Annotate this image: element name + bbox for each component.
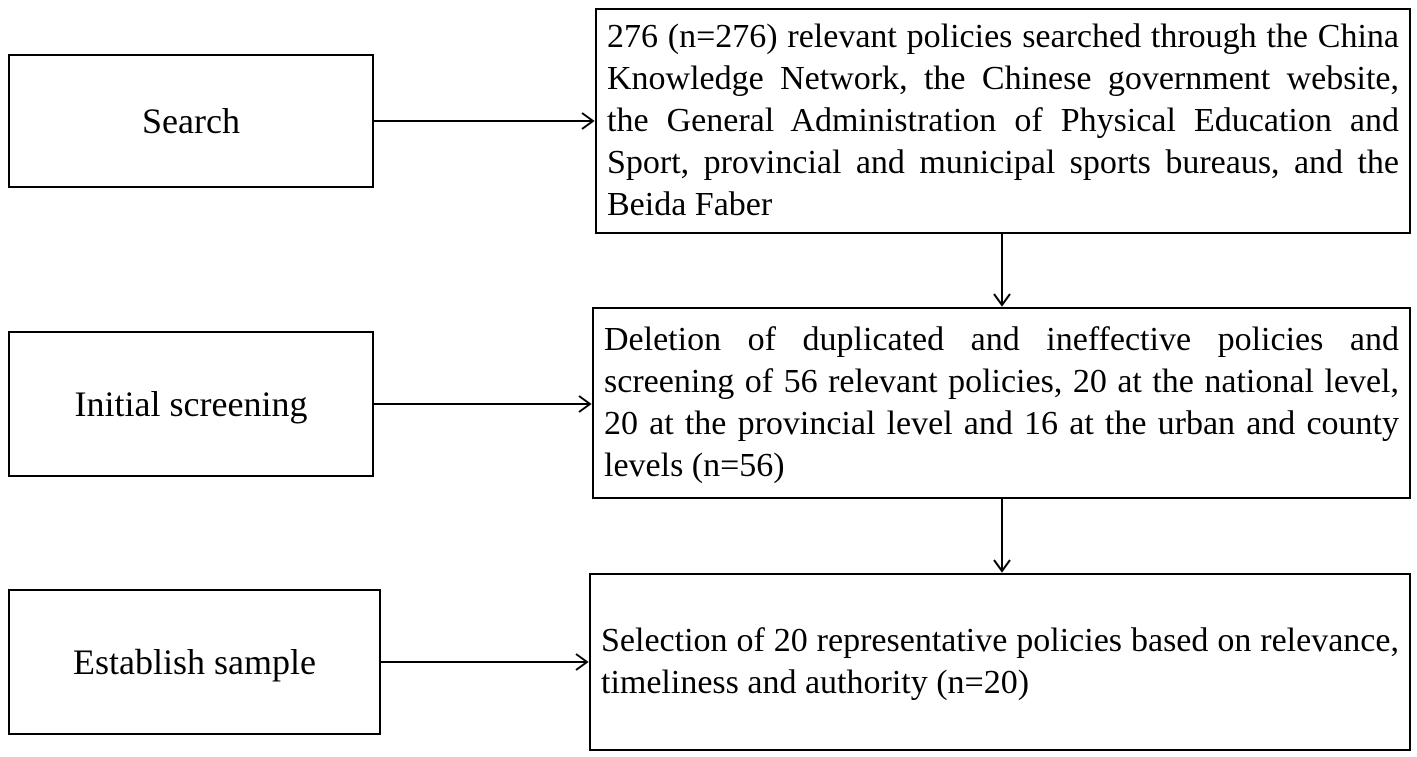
stage-label-establish-sample: Establish sample xyxy=(73,642,316,682)
stage-label-initial-screening: Initial screening xyxy=(74,384,308,424)
detail-text-initial-screening: Deletion of duplicated and ineffective policies and screening of 56 relevant policies, 20 at the national level, 20 at the provincial level and 16 at the urban and county levels (n=56) xyxy=(604,321,1399,484)
detail-text-search: 276 (n=276) relevant policies searched through the China Knowledge Network, the Chinese government website, the General Administration of Physical Education and Sport, provincial and municipal sports bureaus, and the Beida Faber xyxy=(607,18,1399,223)
stage-label-search: Search xyxy=(142,101,240,141)
detail-text-establish-sample: Selection of 20 representative policies based on relevance, timeliness and authority (n=20) xyxy=(601,622,1399,701)
